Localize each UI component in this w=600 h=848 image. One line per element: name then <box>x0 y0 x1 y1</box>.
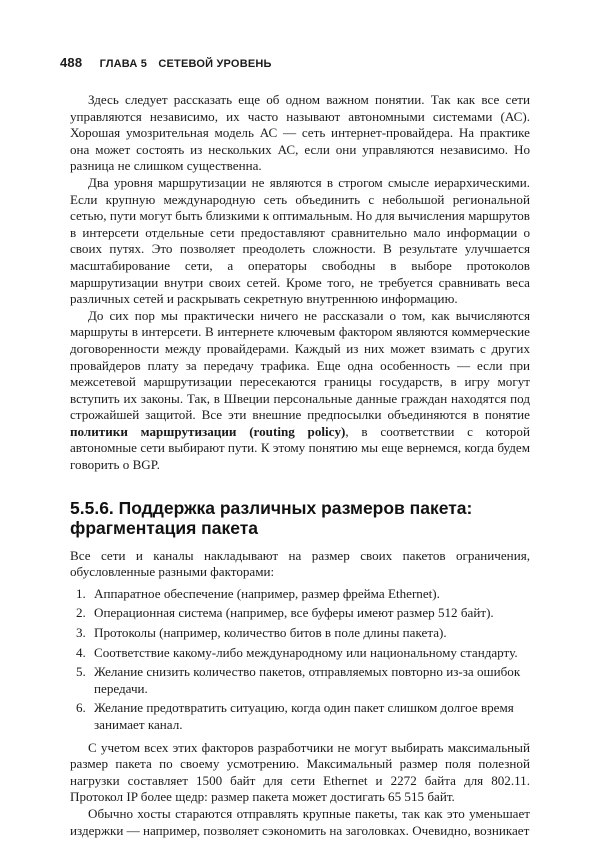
routing-policy-term: политики маршрутизации (routing policy) <box>70 423 346 439</box>
list-item <box>70 625 530 642</box>
section-heading-line1: 5.5.6. Поддержка различных размеров пакета: <box>70 497 473 518</box>
list-item-number: 1. <box>76 585 86 601</box>
list-item-text: Желание предотвратить ситуацию, когда один пакет слишком долгое время занимает канал. <box>94 700 514 732</box>
list-item-number: 2. <box>76 605 86 621</box>
paragraph-routing-policy <box>70 308 530 474</box>
policy-text-after: , в соответствии с которой автономные сети выбирают пути. К этому понятию мы еще вернемся, когда будем говорить о BGP. <box>70 423 530 473</box>
page-body <box>70 92 530 839</box>
chapter-label: ГЛАВА 5 <box>99 58 148 70</box>
list-item-number: 3. <box>76 625 86 641</box>
list-item <box>70 645 530 662</box>
section-heading-line2: фрагментация пакета <box>70 517 259 538</box>
list-item-text: Операционная система (например, все буферы имеют размер 512 байт). <box>94 605 494 621</box>
section-intro: Все сети и каналы накладывают на размер своих пакетов ограничения, обусловленные разными факторами: <box>70 547 530 580</box>
policy-text-before: До сих пор мы практически ничего не рассказали о том, как вычисляются маршруты в интерсети. В интернете ключевым фактором являются коммерческие договоренности между провайдерами. Каждый из них может взимать с других провайдеров плату за передачу трафика. Еще одна особенность — если при межсетевой маршрутизации пересекаются границы государств, в игру могут вступить их законы. Так, в Швеции персональные данные граждан находятся под строжайшей защитой. Все эти внешние предпосылки объединяются в понятие <box>70 307 530 423</box>
list-item-text: Аппаратное обеспечение (например, размер фрейма Ethernet). <box>94 585 440 601</box>
list-item <box>70 605 530 622</box>
list-item-number: 6. <box>76 700 86 716</box>
page-header <box>60 55 540 71</box>
page-number: 488 <box>60 55 83 70</box>
paragraph-routing-levels: Два уровня маршрутизации не являются в строгом смысле иерархическими. Если крупную международную сеть объединить с небольшой региональной сетью, пути могут быть близкими к оптимальным. Но для вычисления маршрутов в интерсети отдельные сети предоставляют сравнительно мало информации о своих путях. Это позволяет преодолеть сложности. В результате улучшается масштабирование сети, а операторы свободны в выборе протоколов маршрутизации внутри своих сетей. Кроме того, не требуется сравнивать веса различных сетей и раскрывать секретную внутреннюю информацию. <box>70 174 530 307</box>
paragraph-max-size: С учетом всех этих факторов разработчики не могут выбирать максимальный размер пакета по своему усмотрению. Максимальный размер поля полезной нагрузки составляет 1500 байт для сети Ethernet и 2272 байта для 802.11. Протокол IP более щедр: размер пакета может достигать 65 515 байт. <box>70 739 530 805</box>
list-item-number: 5. <box>76 664 86 680</box>
paragraph-autonomous-systems: Здесь следует рассказать еще об одном важном понятии. Так как все сети управляются независимо, их часто называют автономными системами (АС). Хорошая умозрительная модель АС — сеть интернет-провайдера. На практике она может состоять из нескольких АС, если они управляются независимо. Но разница не слишком существенна. <box>70 92 530 174</box>
list-item-text: Соответствие какому-либо международному или национальному стандарту. <box>94 644 518 660</box>
list-item-number: 4. <box>76 644 86 660</box>
factors-list <box>70 586 530 734</box>
section-heading <box>70 498 530 538</box>
chapter-title: СЕТЕВОЙ УРОВЕНЬ <box>158 58 272 70</box>
list-item-text: Протоколы (например, количество битов в поле длины пакета). <box>94 625 447 641</box>
list-item <box>70 700 530 733</box>
list-item-text: Желание снизить количество пакетов, отправляемых повторно из-за ошибок передачи. <box>94 664 521 696</box>
list-item <box>70 586 530 603</box>
list-item <box>70 664 530 697</box>
paragraph-large-packets: Обычно хосты стараются отправлять крупные пакеты, так как это уменьшает издержки — например, позволяет сэкономить на заголовках. Очевидно, возникает <box>70 805 530 838</box>
